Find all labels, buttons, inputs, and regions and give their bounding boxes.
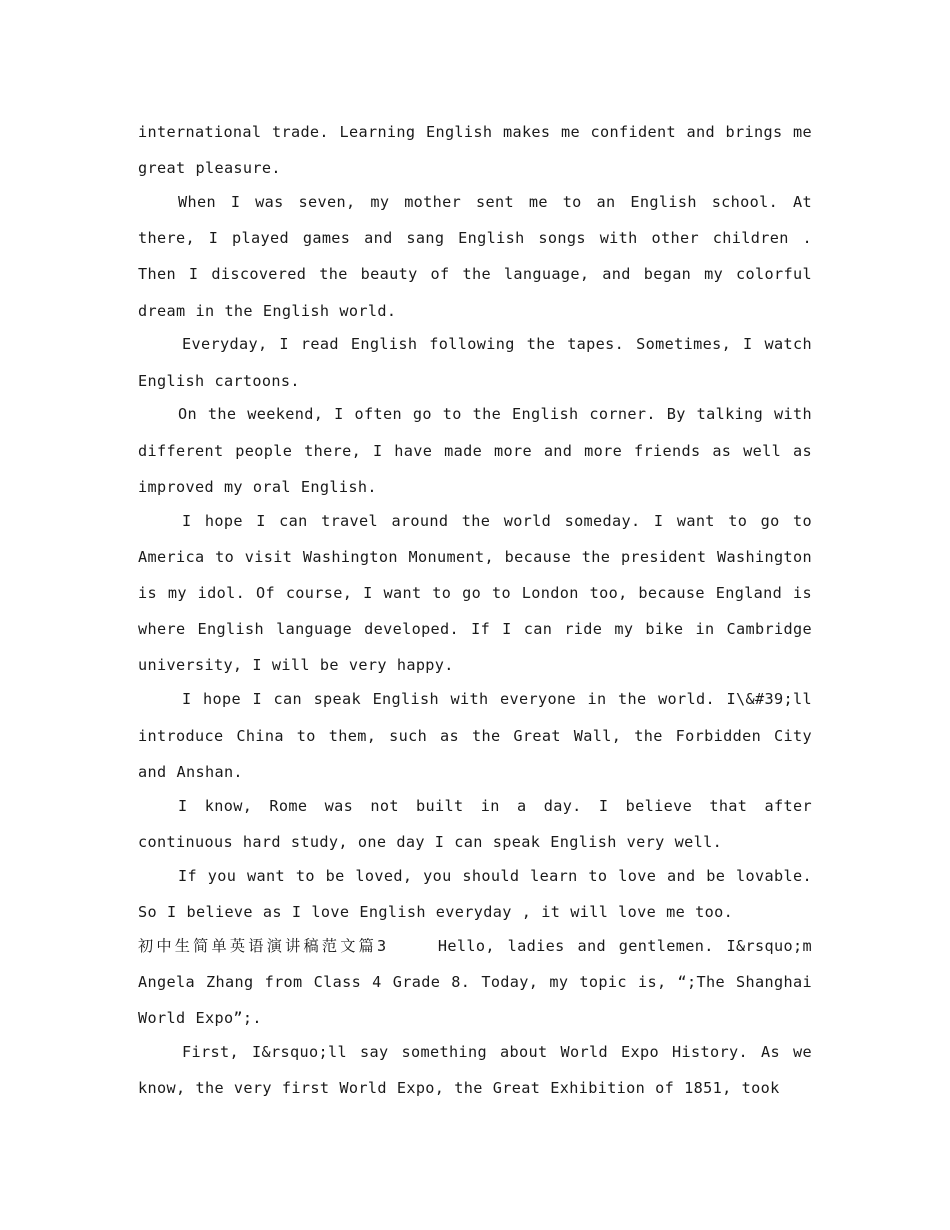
paragraph-6: I hope I can speak English with everyone in the world. I\&#39;ll introduce China to them, such as the Great Wall, the Forbidden City and Anshan.	[138, 690, 812, 781]
document-page	[138, 114, 812, 1106]
paragraph-10: First, I&rsquo;ll say something about World Expo History. As we know, the very first World Expo, the Great Exhibition of 1851, took	[138, 1042, 812, 1097]
paragraph-8: If you want to be loved, you should learn to love and be lovable. So I believe as I love English everyday , it will love me too.	[138, 866, 812, 921]
paragraph-5: I hope I can travel around the world someday. I want to go to America to visit Washington Monument, because the president Washington is my idol. Of course, I want to go to London too, because England is where English language developed. If I can ride my bike in Cambridge university, I will be very happy.	[138, 511, 812, 675]
paragraph-2: When I was seven, my mother sent me to an English school. At there, I played games and sang English songs with other children . Then I discovered the beauty of the language, and began my colorful dream in the English world.	[138, 193, 812, 320]
paragraph-1: international trade. Learning English makes me confident and brings me great pleasure.	[138, 123, 812, 178]
paragraph-4: On the weekend, I often go to the English corner. By talking with different people there, I have made more and more friends as well as improved my oral English.	[138, 405, 812, 496]
paragraph-9: 初中生简单英语演讲稿范文篇3 Hello, ladies and gentlemen. I&rsquo;m Angela Zhang from Class 4 Grade 8. Today, my topic is, “;The Shanghai World Expo”;.	[138, 936, 812, 1027]
paragraph-7: I know, Rome was not built in a day. I believe that after continuous hard study, one day I can speak English very well.	[138, 796, 812, 851]
paragraph-3: Everyday, I read English following the tapes. Sometimes, I watch English cartoons.	[138, 335, 812, 390]
